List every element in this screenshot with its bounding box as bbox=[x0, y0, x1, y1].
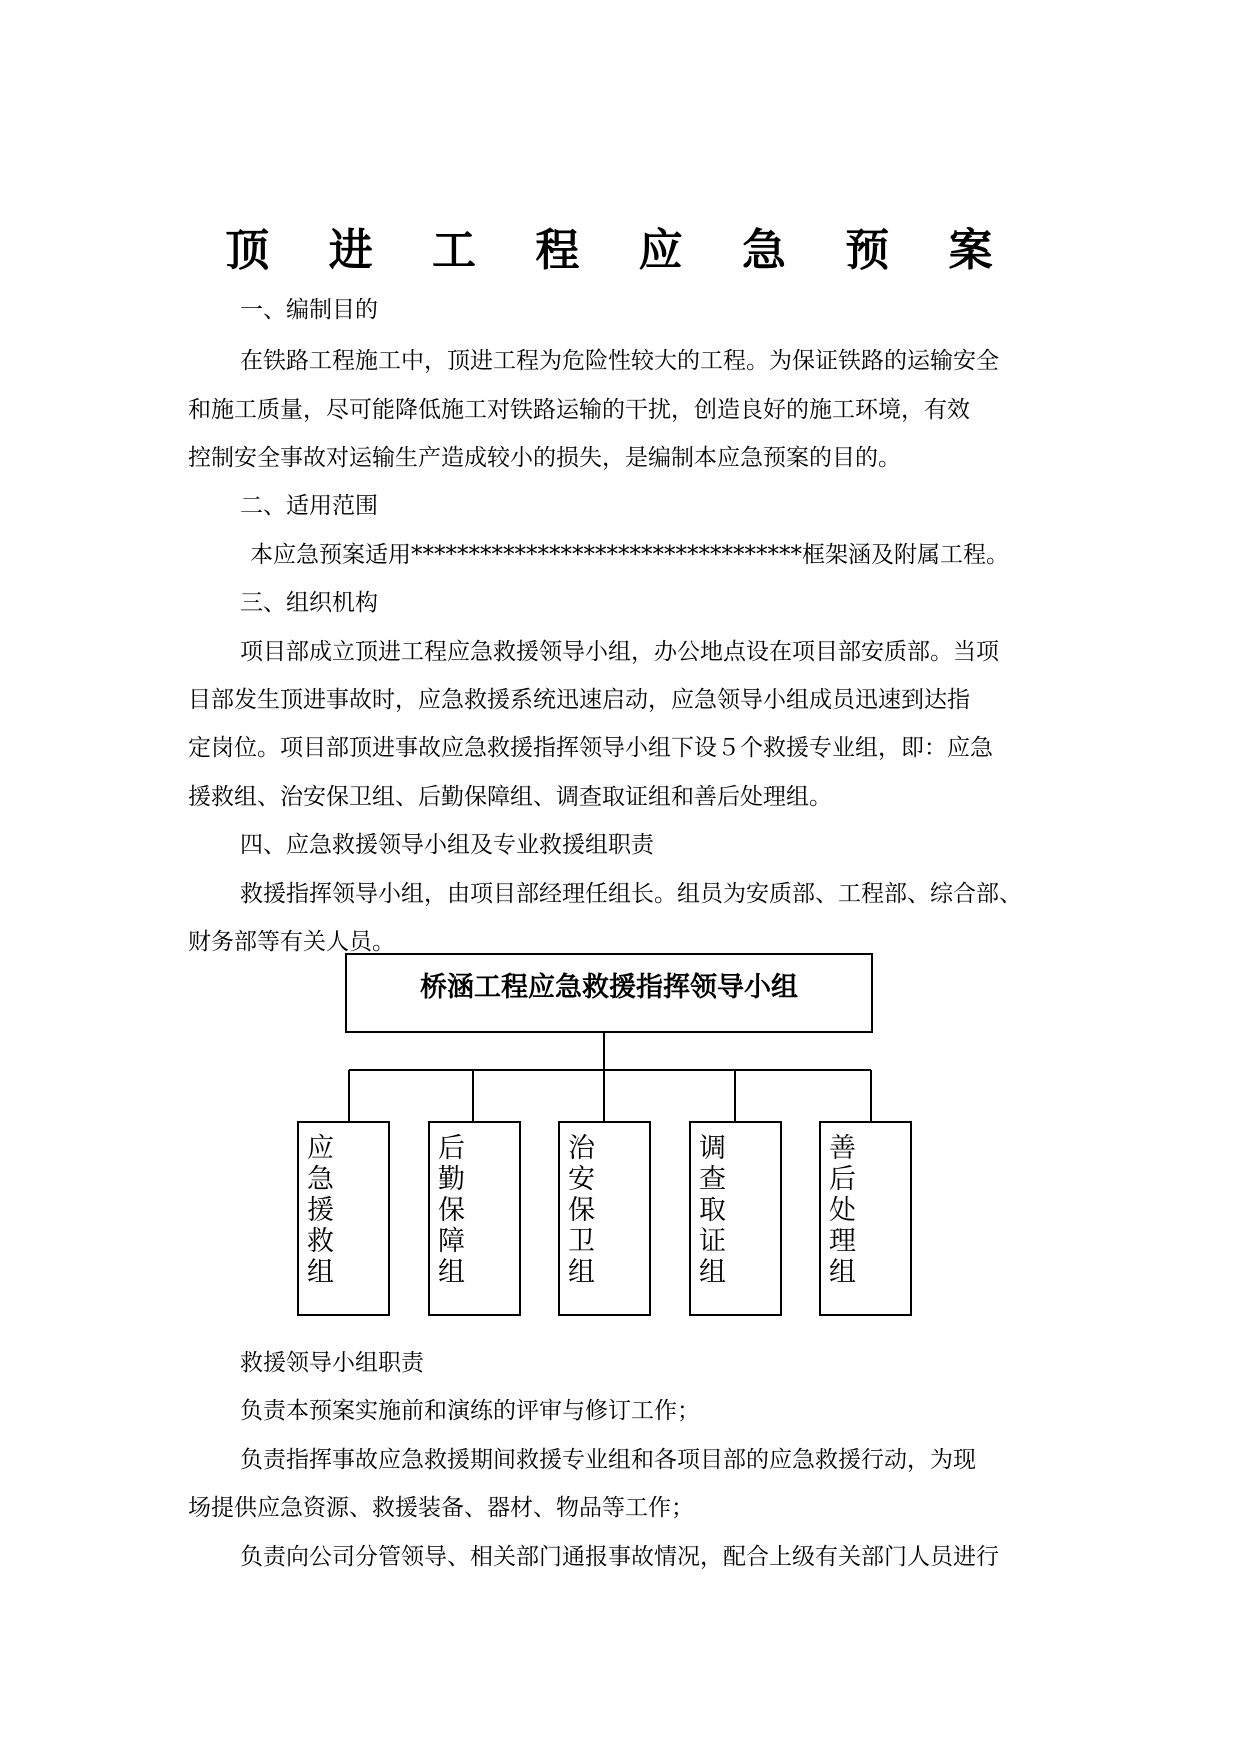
subgroup-label: 善后处理组 bbox=[829, 1133, 856, 1288]
subgroup-label: 应急援救组 bbox=[307, 1133, 334, 1288]
paragraph-line: 本应急预案适用**********************************框架涵及附属工程。 bbox=[250, 542, 1009, 568]
command-group-label: 桥涵工程应急救援指挥领导小组 bbox=[420, 972, 798, 1003]
paragraph-line: 救援指挥领导小组，由项目部经理任组长。组员为安质部、工程部、综合部、 bbox=[240, 881, 1022, 907]
paragraph-line: 场提供应急资源、救援装备、器材、物品等工作； bbox=[188, 1495, 694, 1521]
subgroup-label: 后勤保障组 bbox=[438, 1133, 465, 1288]
subgroup-box bbox=[428, 1121, 521, 1316]
subgroup-box bbox=[558, 1121, 651, 1316]
section-heading: 三、组织机构 bbox=[240, 590, 378, 616]
subgroup-box bbox=[819, 1121, 912, 1316]
paragraph-line: 控制安全事故对运输生产造成较小的损失，是编制本应急预案的目的。 bbox=[188, 445, 901, 471]
subgroup-label: 调查取证组 bbox=[699, 1133, 726, 1288]
paragraph-line: 财务部等有关人员。 bbox=[188, 929, 395, 955]
paragraph-line: 和施工质量，尽可能降低施工对铁路运输的干扰，创造良好的施工环境，有效 bbox=[188, 397, 970, 423]
paragraph-line: 目部发生顶进事故时，应急救援系统迅速启动，应急领导小组成员迅速到达指 bbox=[188, 687, 970, 713]
section-heading: 一、编制目的 bbox=[240, 297, 378, 323]
paragraph-line: 负责向公司分管领导、相关部门通报事故情况，配合上级有关部门人员进行 bbox=[240, 1544, 999, 1570]
paragraph-line: 负责本预案实施前和演练的评审与修订工作； bbox=[240, 1398, 700, 1424]
section-heading: 二、适用范围 bbox=[240, 493, 378, 519]
subgroup-label: 治安保卫组 bbox=[568, 1133, 595, 1288]
paragraph-line: 在铁路工程施工中，顶进工程为危险性较大的工程。为保证铁路的运输安全 bbox=[240, 348, 999, 374]
command-group-box bbox=[345, 953, 873, 1033]
paragraph-line: 援救组、治安保卫组、后勤保障组、调查取证组和善后处理组。 bbox=[188, 784, 832, 810]
document-title: 顶 进 工 程 应 急 预 案 bbox=[225, 225, 1015, 276]
paragraph-line: 项目部成立顶进工程应急救援领导小组，办公地点设在项目部安质部。当项 bbox=[240, 639, 999, 665]
subgroup-box bbox=[689, 1121, 782, 1316]
section-heading: 四、应急救援领导小组及专业救援组职责 bbox=[240, 832, 654, 858]
subgroup-box bbox=[297, 1121, 390, 1316]
section-heading: 救援领导小组职责 bbox=[240, 1350, 424, 1376]
paragraph-line: 负责指挥事故应急救援期间救援专业组和各项目部的应急救援行动，为现 bbox=[240, 1447, 976, 1473]
paragraph-line: 定岗位。项目部顶进事故应急救援指挥领导小组下设５个救援专业组，即：应急 bbox=[188, 735, 993, 761]
